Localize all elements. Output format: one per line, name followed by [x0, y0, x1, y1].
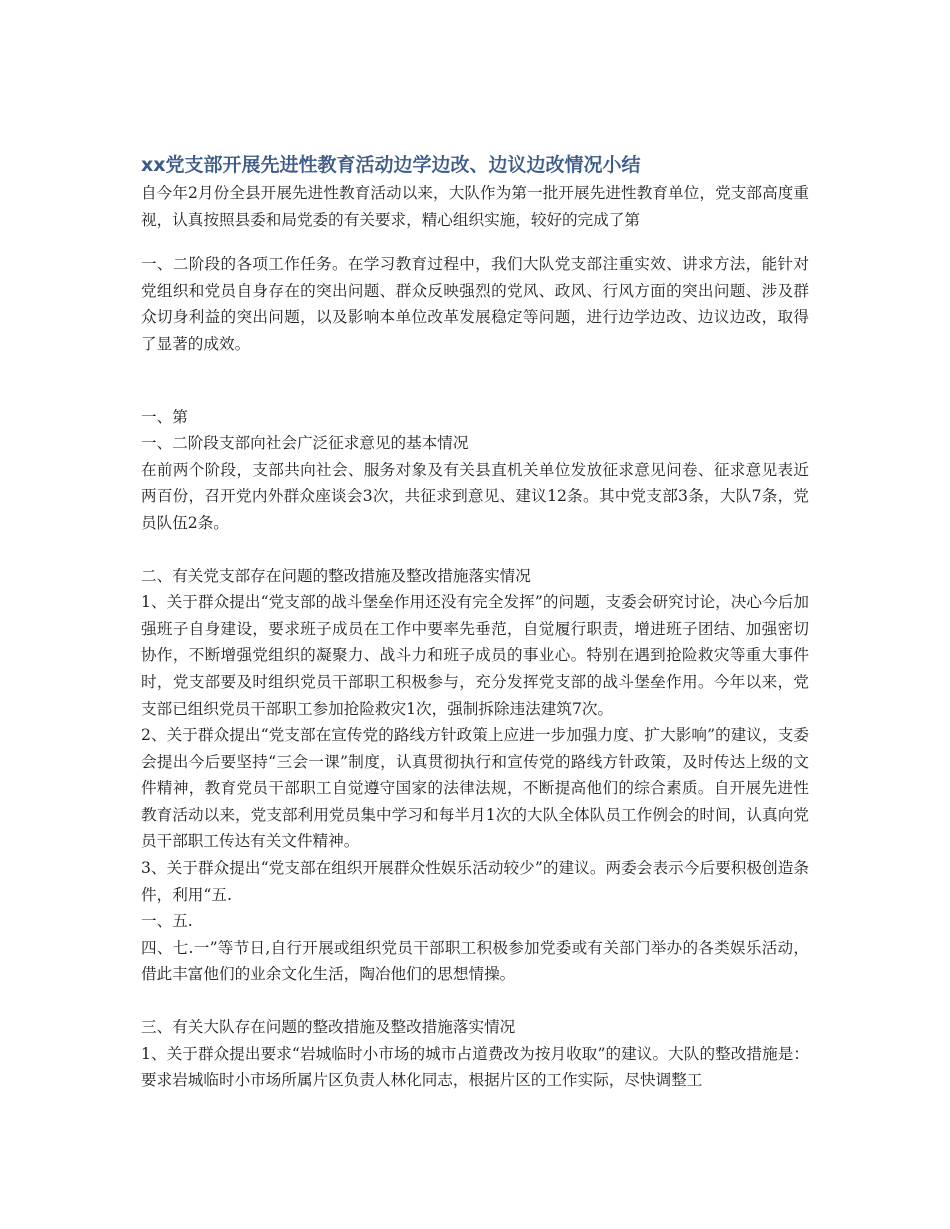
list-item: 1、关于群众提出要求“岩城临时小市场的城市占道费改为按月收取”的建议。大队的整改措施是：要求岩城临时小市场所属片区负责人林化同志，根据片区的工作实际，尽快调整工	[141, 1044, 809, 1090]
section-heading-stage: 一、第	[141, 407, 188, 426]
opinions-paragraph: 在前两个阶段，支部共向社会、服务对象及有关县直机关单位发放征求意见问卷、征求意见表近两百份，召开党内外群众座谈会3次，共征求到意见、建议12条。其中党支部3条，大队7条，党员队伍2条。	[141, 460, 809, 532]
list-item: 2、关于群众提出“党支部在宣传党的路线方针政策上应进一步加强力度、扩大影响”的建议，支委会提出今后要坚持“三会一课”制度，认真贯彻执行和宣传党的路线方针政策，及时传达上级的文件精神，教育党员干部职工自觉遵守国家的法律法规，不断提高他们的综合素质。自开展先进性教育活动以来，党支部利用党员集中学习和每半月1次的大队全体队员工作例会的时间，认真向党员干部职工传达有关文件精神。	[141, 726, 809, 851]
section-heading-opinions: 一、二阶段支部向社会广泛征求意见的基本情况	[141, 434, 469, 453]
list-item: 1、关于群众提出“党支部的战斗堡垒作用还没有完全发挥”的问题，支委会研究讨论，决心今后加强班子自身建设，要求班子成员在工作中要率先垂范，自觉履行职责，增进班子团结、加强密切协作，不断增强党组织的凝聚力、战斗力和班子成员的事业心。特别在遇到抢险救灾等重大事件时，党支部要及时组织党员干部职工积极参与，充分发挥党支部的战斗堡垒作用。今年以来，党支部已组织党员干部职工参加抢险救灾1次，强制拆除违法建筑7次。	[141, 593, 809, 718]
list-item: 3、关于群众提出“党支部在组织开展群众性娱乐活动较少”的建议。两委会表示今后要积极创造条件，利用“五.	[141, 859, 809, 904]
document-title: xx党支部开展先进性教育活动边学边改、边议边改情况小结	[141, 154, 641, 176]
document-page	[141, 150, 809, 1094]
list-item: 一、五.	[141, 912, 193, 931]
intro-continued-paragraph: 一、二阶段的各项工作任务。在学习教育过程中，我们大队党支部注重实效、讲求方法，能针对党组织和党员自身存在的突出问题、群众反映强烈的党风、政风、行风方面的突出问题、涉及群众切身利益的突出问题，以及影响本单位改革发展稳定等问题，进行边学边改、边议边改，取得了显著的成效。	[141, 255, 809, 353]
list-item: 四、七.一”等节日,自行开展或组织党员干部职工积极参加党委或有关部门举办的各类娱乐活动，借此丰富他们的业余文化生活，陶冶他们的思想情操。	[141, 938, 809, 984]
intro-paragraph: 自今年2月份全县开展先进性教育活动以来，大队作为第一批开展先进性教育单位，党支部高度重视，认真按照县委和局党委的有关要求，精心组织实施，较好的完成了第	[141, 184, 809, 229]
section-heading-brigade: 三、有关大队存在问题的整改措施及整改措施落实情况	[141, 1018, 516, 1037]
section-heading-party-branch: 二、有关党支部存在问题的整改措施及整改措施落实情况	[141, 566, 531, 585]
